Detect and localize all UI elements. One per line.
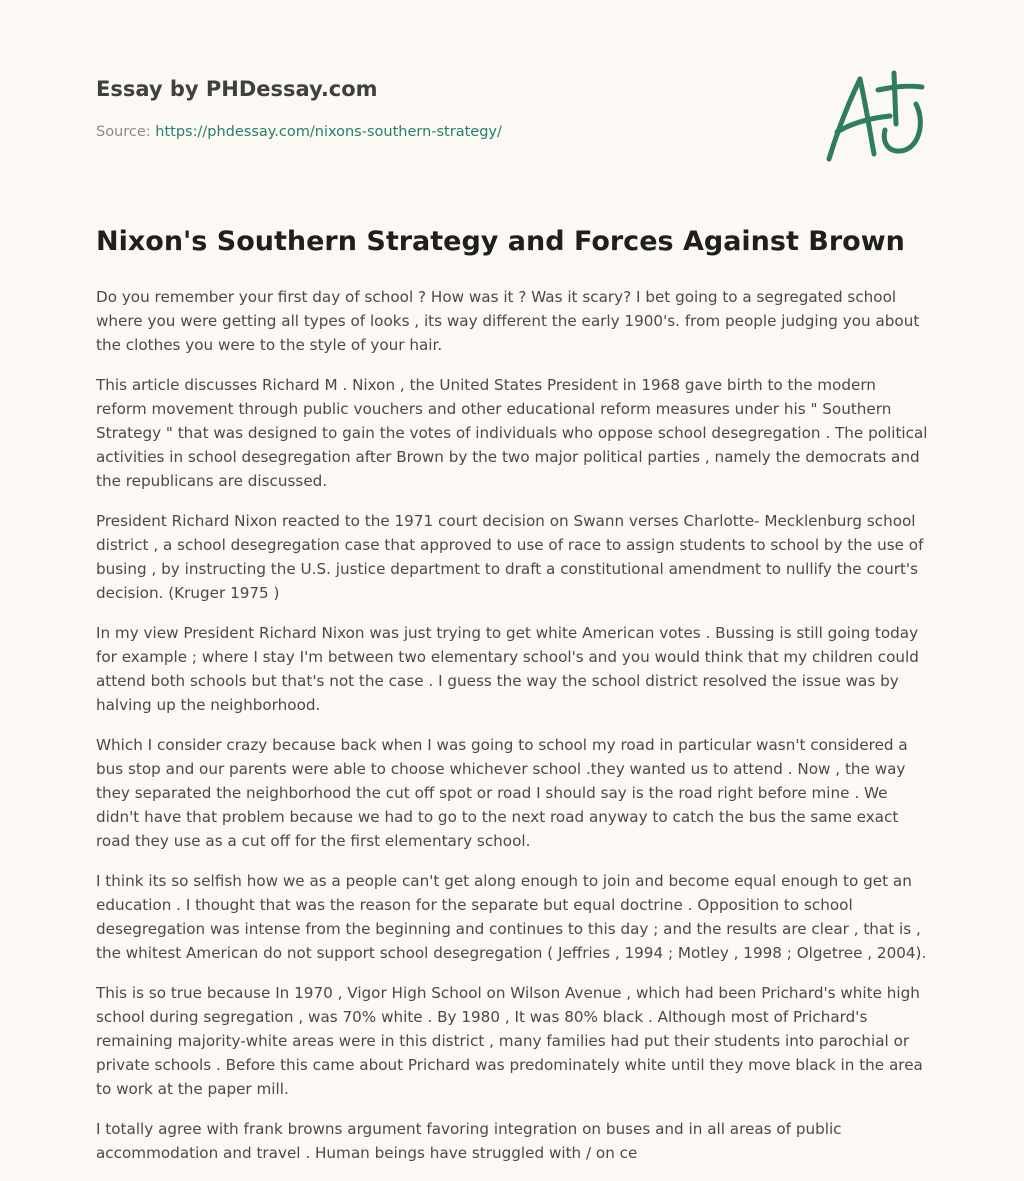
article-paragraph: In my view President Richard Nixon was just trying to get white American votes . Bussing is still going today for example ; where I stay I'm between two elementary school's and you would think that my children could attend both schools but that's not the case . I guess the way the school district resolved the issue was by halving up the neighborhood. (96, 624, 919, 714)
article-paragraph: I think its so selfish how we as a people can't get along enough to join and become equal enough to get an education . I thought that was the reason for the separate but equal doctrine . Opposition to school desegregation was intense from the beginning and continues to this day ; and the results are clear , that is , the whitest American do not support school desegregation ( Jeffries , 1994 ; Motley , 1998 ; Olgetree , 2004). (96, 872, 927, 962)
article-paragraph: I totally agree with frank browns argument favoring integration on buses and in all areas of public accommodation and travel . Human beings have struggled with / on ce (96, 1120, 842, 1162)
article-paragraph: President Richard Nixon reacted to the 1971 court decision on Swann verses Charlotte- Mecklenburg school district , a school desegregation case that approved to use of race to assign students to school by the use of busing , by instructing the U.S. justice department to draft a constitutional amendment to nullify the court's decision. (Kruger 1975 ) (96, 512, 924, 602)
source-line (96, 124, 502, 140)
site-brand: Essay by PHDessay.com (96, 77, 378, 101)
article-body (96, 285, 930, 1181)
article-paragraph: Which I consider crazy because back when I was going to school my road in particular wasn't considered a bus stop and our parents were able to choose whichever school .they wanted us to attend . Now , the way they separated the neighborhood the cut off spot or road I should say is the road right before mine . We didn't have that problem because we had to go to the next road anyway to catch the bus the same exact road they use as a cut off for the first elementary school. (96, 736, 908, 850)
source-label: Source: (96, 124, 151, 140)
article-paragraph: Do you remember your first day of school ? How was it ? Was it scary? I bet going to a segregated school where you were getting all types of looks , its way different the early 1900's. from people judging you about the clothes you were to the style of your hair. (96, 288, 920, 354)
source-link[interactable]: https://phdessay.com/nixons-southern-strategy/ (155, 124, 502, 140)
article-title: Nixon's Southern Strategy and Forces Against Brown (96, 226, 905, 257)
article-paragraph: This article discusses Richard M . Nixon , the United States President in 1968 gave birth to the modern reform movement through public vouchers and other educational reform measures under his " Southern Strategy " that was designed to gain the votes of individuals who oppose school desegregation . The political activities in school desegregation after Brown by the two major political parties , namely the democrats and the republicans are discussed. (96, 376, 928, 490)
article-paragraph: This is so true because In 1970 , Vigor High School on Wilson Avenue , which had been Prichard's white high school during segregation , was 70% white . By 1980 , It was 80% black . Although most of Prichard's remaining majority-white areas were in this district , many families had put their students into parochial or private schools . Before this came about Prichard was predominately white until they move black in the area to work at the paper mill. (96, 984, 923, 1098)
a-plus-logo-icon (822, 66, 928, 166)
